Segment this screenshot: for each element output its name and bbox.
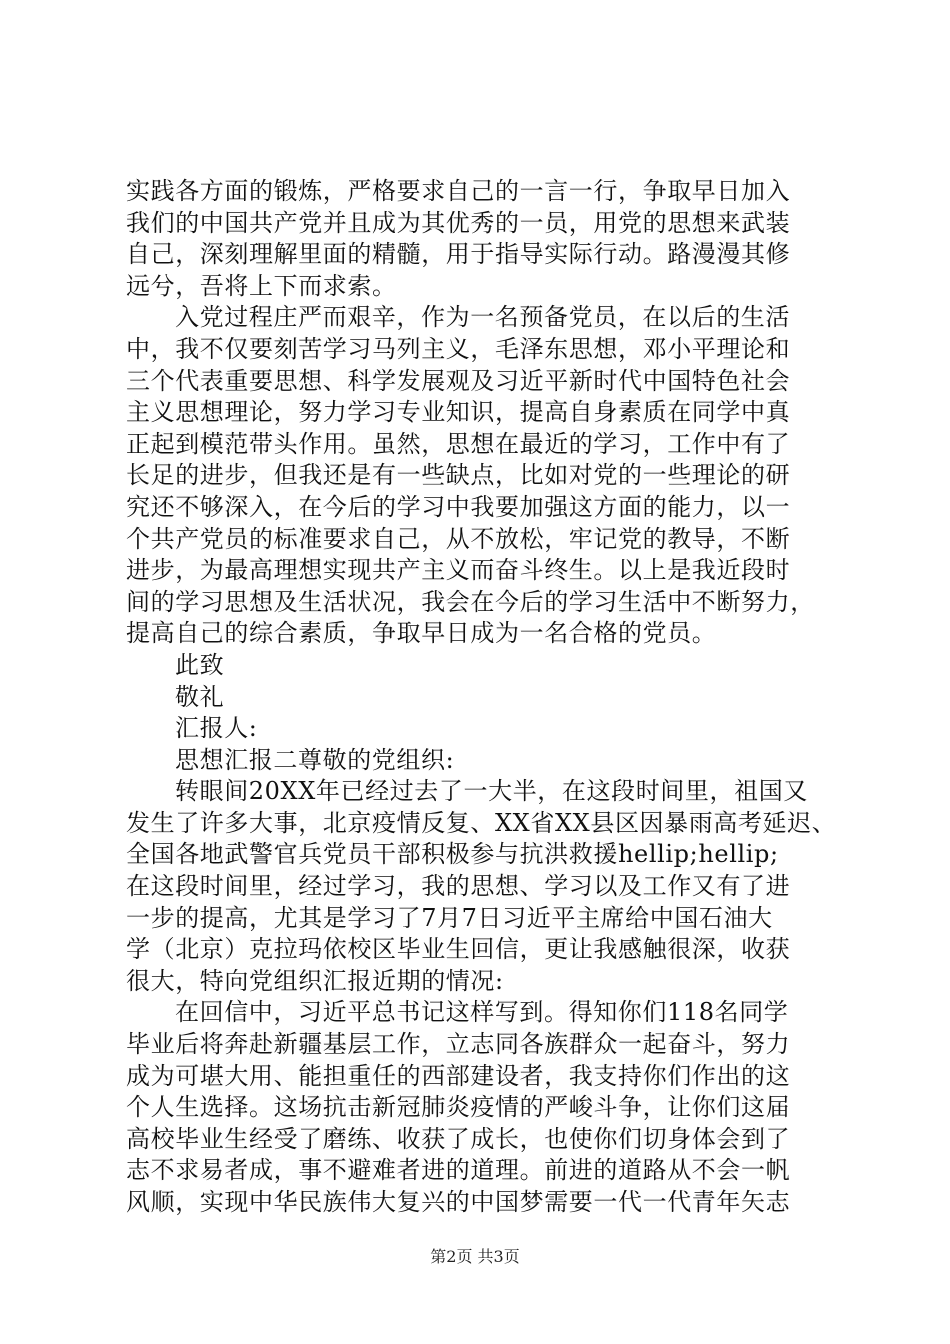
text-line: 在这段时间里，经过学习，我的思想、学习以及工作又有了进 bbox=[126, 872, 791, 901]
text-line: 长足的进步，但我还是有一些缺点，比如对党的一些理论的研 bbox=[126, 461, 791, 490]
text-line: 全国各地武警官兵党员干部积极参与抗洪救援hellip;hellip; bbox=[126, 840, 779, 869]
text-line: 进步，为最高理想实现共产主义而奋斗终生。以上是我近段时 bbox=[126, 556, 791, 585]
text-line: 汇报人: bbox=[175, 714, 258, 743]
text-line: 在回信中，习近平总书记这样写到。得知你们118名同学 bbox=[175, 998, 789, 1027]
text-line: 个共产党员的标准要求自己，从不放松，牢记党的教导，不断 bbox=[126, 524, 791, 553]
text-line: 转眼间20XX年已经过去了一大半，在这段时间里，祖国又 bbox=[175, 777, 808, 806]
text-line: 高校毕业生经受了磨练、收获了成长，也使你们切身体会到了 bbox=[126, 1124, 791, 1153]
text-line: 思想汇报二尊敬的党组织: bbox=[175, 745, 455, 774]
text-line: 发生了许多大事，北京疫情反复、XX省XX县区因暴雨高考延迟、 bbox=[126, 808, 837, 837]
text-line: 学（北京）克拉玛依校区毕业生回信，更让我感触很深，收获 bbox=[126, 935, 791, 964]
text-line: 很大，特向党组织汇报近期的情况: bbox=[126, 966, 504, 995]
text-line: 远兮，吾将上下而求索。 bbox=[126, 271, 397, 300]
text-line: 志不求易者成，事不避难者进的道理。前进的道路从不会一帆 bbox=[126, 1156, 791, 1185]
text-line: 我们的中国共产党并且成为其优秀的一员，用党的思想来武装 bbox=[126, 208, 791, 237]
text-line: 成为可堪大用、能担重任的西部建设者，我支持你们作出的这 bbox=[126, 1061, 791, 1090]
text-line: 提高自己的综合素质，争取早日成为一名合格的党员。 bbox=[126, 619, 717, 648]
document-body bbox=[126, 176, 838, 1219]
text-line: 主义思想理论，努力学习专业知识，提高自身素质在同学中真 bbox=[126, 398, 791, 427]
text-line: 正起到模范带头作用。虽然，思想在最近的学习，工作中有了 bbox=[126, 429, 791, 458]
text-line: 一步的提高，尤其是学习了7月7日习近平主席给中国石油大 bbox=[126, 903, 773, 932]
text-line: 此致 bbox=[175, 650, 225, 679]
text-line: 三个代表重要思想、科学发展观及习近平新时代中国特色社会 bbox=[126, 366, 791, 395]
text-line: 敬礼 bbox=[175, 682, 225, 711]
text-line: 中，我不仅要刻苦学习马列主义，毛泽东思想，邓小平理论和 bbox=[126, 334, 791, 363]
text-line: 究还不够深入，在今后的学习中我要加强这方面的能力，以一 bbox=[126, 492, 791, 521]
text-line: 毕业后将奔赴新疆基层工作，立志同各族群众一起奋斗，努力 bbox=[126, 1030, 791, 1059]
text-line: 个人生选择。这场抗击新冠肺炎疫情的严峻斗争，让你们这届 bbox=[126, 1093, 791, 1122]
text-line: 自己，深刻理解里面的精髓，用于指导实际行动。路漫漫其修 bbox=[126, 240, 791, 269]
text-line: 间的学习思想及生活状况，我会在今后的学习生活中不断努力， bbox=[126, 587, 815, 616]
text-line: 风顺，实现中华民族伟大复兴的中国梦需要一代一代青年矢志 bbox=[126, 1188, 791, 1216]
page-footer: 第2页 共3页 bbox=[430, 1247, 520, 1266]
text-line: 入党过程庄严而艰辛，作为一名预备党员，在以后的生活 bbox=[175, 303, 790, 332]
text-line: 实践各方面的锻炼，严格要求自己的一言一行，争取早日加入 bbox=[126, 177, 791, 205]
